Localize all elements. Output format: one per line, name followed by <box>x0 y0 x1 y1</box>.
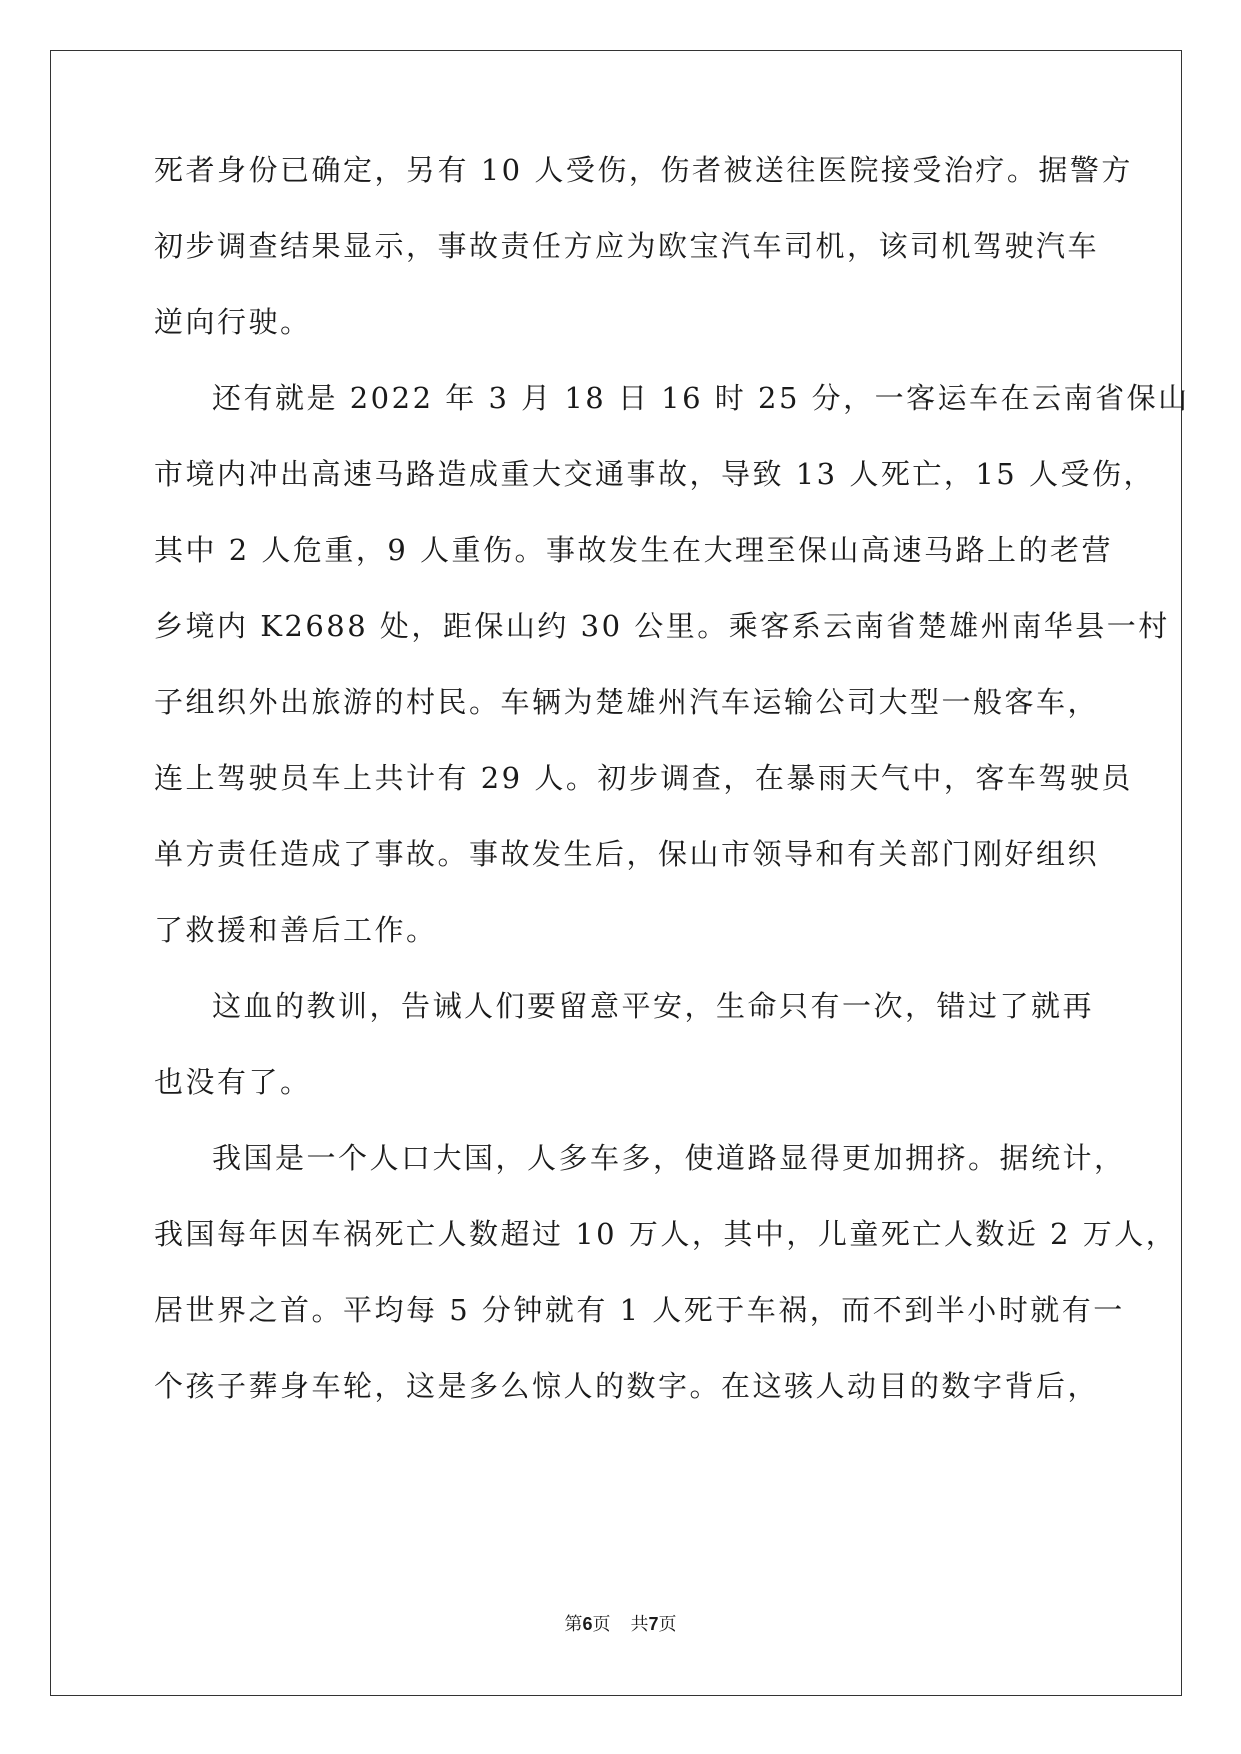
text-line: 这血的教训，告诫人们要留意平安，生命只有一次，错过了就再 <box>212 989 1095 1023</box>
text-line: 还有就是 2022 年 3 月 18 日 16 时 25 分，一客运车在云南省保山 <box>212 381 1190 415</box>
text-line: 子组织外出旅游的村民。车辆为楚雄州汽车运输公司大型一般客车， <box>154 685 1100 719</box>
text-line: 其中 2 人危重，9 人重伤。事故发生在大理至保山高速马路上的老营 <box>154 533 1114 567</box>
text-line: 居世界之首。平均每 5 分钟就有 1 人死于车祸，而不到半小时就有一 <box>154 1293 1125 1327</box>
total-prefix: 共 <box>630 1614 649 1635</box>
text-line: 初步调查结果显示，事故责任方应为欧宝汽车司机，该司机驾驶汽车 <box>154 229 1100 263</box>
text-line: 连上驾驶员车上共计有 29 人。初步调查，在暴雨天气中，客车驾驶员 <box>154 761 1133 795</box>
total-suffix: 页 <box>658 1614 677 1635</box>
text-line: 我国是一个人口大国，人多车多，使道路显得更加拥挤。据统计， <box>212 1141 1126 1175</box>
total-page-number: 7 <box>648 1614 659 1634</box>
text-line: 乡境内 K2688 处，距保山约 30 公里。乘客系云南省楚雄州南华县一村 <box>154 609 1170 643</box>
text-line: 我国每年因车祸死亡人数超过 10 万人，其中，儿童死亡人数近 2 万人， <box>154 1217 1178 1251</box>
text-line: 个孩子葬身车轮，这是多么惊人的数字。在这骇人动目的数字背后， <box>154 1369 1100 1403</box>
page-prefix: 第 <box>564 1614 583 1635</box>
text-line: 单方责任造成了事故。事故发生后，保山市领导和有关部门刚好组织 <box>154 837 1100 871</box>
text-line: 逆向行驶。 <box>154 305 312 339</box>
page-footer <box>0 1612 1241 1637</box>
text-line: 也没有了。 <box>154 1065 312 1099</box>
page-suffix: 页 <box>592 1614 611 1635</box>
text-line: 了救援和善后工作。 <box>154 913 438 947</box>
current-page-number: 6 <box>582 1614 593 1634</box>
text-line: 死者身份已确定，另有 10 人受伤，伤者被送往医院接受治疗。据警方 <box>154 153 1133 187</box>
text-line: 市境内冲出高速马路造成重大交通事故，导致 13 人死亡，15 人受伤， <box>154 457 1155 491</box>
